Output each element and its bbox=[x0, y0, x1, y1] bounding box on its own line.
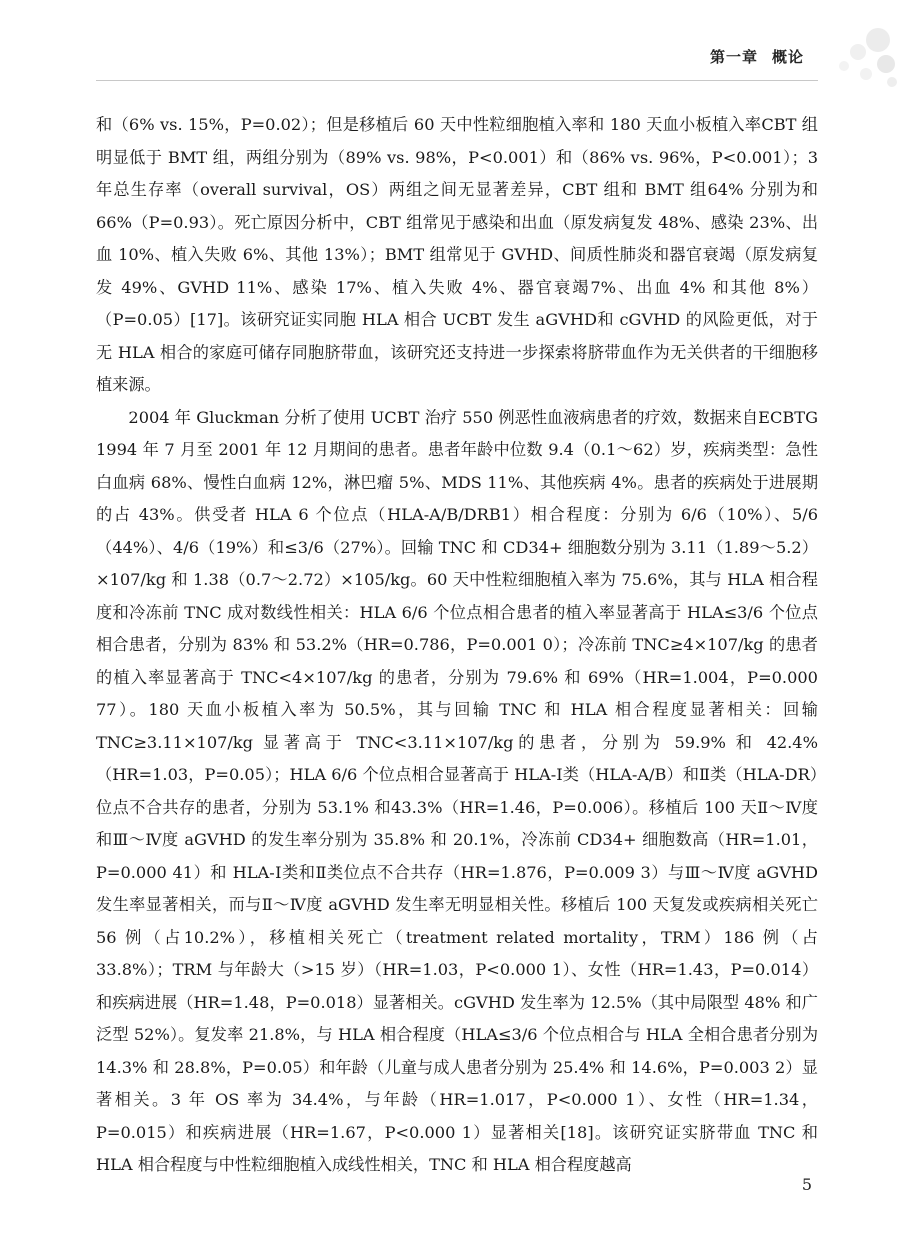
text-line: 步探索将脐带血作为无关供者的干细胞移植来源。 bbox=[96, 342, 818, 394]
text-line: ECBTG 1994 年 7 月至 2001 年 12 月期间的患者。患者年龄中位数 9.4（0.1～62）岁，疾 bbox=[96, 407, 818, 459]
header-rule bbox=[96, 80, 818, 81]
text-line: 0.001）；3 年总生存率（overall survival，OS）两组之间无显著差异，CBT 组和 BMT 组 bbox=[96, 147, 818, 199]
text-line: P=0.003 2）显著相关。3 年 OS 率为 34.4%，与年龄（HR=1.017，P<0.000 1）、女性 bbox=[96, 1057, 818, 1109]
text-line: 分别为 79.6% 和 69%（HR=1.004，P=0.000 77）。180 天血小板植入率为 50.5%，其与 bbox=[96, 667, 818, 719]
text-line: （HR=1.48，P=0.018）显著相关。cGVHD 发生率为 12.5%（其中局限型 48% 和广泛 bbox=[96, 992, 818, 1044]
text-line: 者分别为 14.3% 和 28.8%，P=0.05）和年龄（儿童与成人患者分别为 25.4% 和 14.6%， bbox=[96, 1025, 819, 1077]
text-line: P=0.001 0）；冷冻前 TNC≥4×107/kg 的患者的植入率显著高于 TNC<4×107/kg 的患者， bbox=[96, 635, 818, 687]
text-line: （HR=1.34，P=0.015）和疾病进展（HR=1.67，P<0.000 1）显著相关[18]。该研究证实 bbox=[96, 1090, 818, 1142]
decorative-dots bbox=[820, 18, 900, 98]
text-line: 病类型：急性白血病 68%、慢性白血病 12%，淋巴瘤 5%、MDS 11%、其他疾病 4%。患 bbox=[96, 440, 818, 492]
text-line: 为 35.8% 和 20.1%，冷冻前 CD34+ 细胞数高（HR=1.01，P=0.000 41）和 HLA-Ⅰ类和 bbox=[96, 830, 818, 882]
text-line: 64% 分别为和 66%（P=0.93）。死亡原因分析中，CBT 组常见于感染和出血（原发病复 bbox=[96, 180, 818, 232]
text-line: 发 48%、感染 23%、出血 10%、植入失败 6%、其他 13%）；BMT 组常见于 GVHD、间质 bbox=[96, 212, 819, 264]
text-line: 分别为 3.11（1.89～5.2）×107/kg 和 1.38（0.7～2.72）×105/kg。60 天中性粒细胞植入 bbox=[96, 537, 818, 589]
text-line: 43.3%（HR=1.46，P=0.006）。移植后 100 天Ⅱ～Ⅳ度和Ⅲ～Ⅳ度 aGVHD 的发生率分别 bbox=[96, 797, 818, 849]
text-line: Ⅱ类位点不合共存（HR=1.876，P=0.009 3）与Ⅲ～Ⅳ度 aGVHD 发生率显著相关，而 bbox=[96, 862, 818, 914]
text-line: 7%、出血 4% 和其他 8%）（P=0.05）[17]。该研究证实同胞 HLA 相合 UCBT 发生 aGVHD bbox=[96, 277, 818, 329]
text-line: 脐带血 TNC 和 HLA 相合程度与中性粒细胞植入成线性相关，TNC 和 HLA 相合程度越高 bbox=[96, 1122, 818, 1174]
text-line: 者的疾病处于进展期的占 43%。供受者 HLA 6 个位点（HLA-A/B/DRB1）相合程度：分 bbox=[96, 472, 819, 524]
chapter-title: 概论 bbox=[771, 48, 804, 66]
page-number: 5 bbox=[801, 1175, 812, 1194]
text-line: 年龄大（>15 岁）（HR=1.03，P<0.000 1）、女性（HR=1.43，P=0.014）和疾病进展 bbox=[96, 960, 819, 1012]
text-line: 率为 75.6%，其与 HLA 相合程度和冷冻前 TNC 成对数线性相关：HLA 6/6 个位点相合 bbox=[96, 570, 818, 622]
text-line: 和（6% vs. 15%，P=0.02）；但是移植后 60 天中性粒细胞植入率和 180 天血小板植入率 bbox=[96, 115, 762, 134]
page-header bbox=[0, 0, 900, 100]
text-line: 型 52%）。复发率 21.8%，与 HLA 相合程度（HLA≤3/6 个位点相合与 HLA 全相合患 bbox=[112, 1025, 753, 1044]
text-line: 回输 TNC 和 HLA 相合程度显著相关：回输 TNC≥3.11×107/kg 显著高于 TNC<3.11×107/kg bbox=[96, 700, 818, 752]
chapter-heading bbox=[710, 46, 804, 67]
text-line: 2004 年 Gluckman 分析了使用 UCBT 治疗 550 例恶性血液病患者的疗效，数据来自 bbox=[128, 407, 759, 427]
text-line: 性肺炎和器官衰竭（原发病复发 49%、GVHD 11%、感染 17%、植入失败 4%、器官衰竭 bbox=[96, 245, 819, 297]
body-text bbox=[96, 109, 818, 1182]
text-line: 于 HLA-Ⅰ类（HLA-A/B）和Ⅱ类（HLA-DR）位点不合共存的患者，分别为 53.1% 和 bbox=[96, 765, 818, 817]
text-line: 10.2%），移植相关死亡（treatment related mortality，TRM）186 例（占 33.8%）；TRM 与 bbox=[96, 927, 818, 979]
paragraph-1 bbox=[96, 109, 818, 402]
text-line: 与Ⅱ～Ⅳ度 aGVHD 发生率无明显相关性。移植后 100 天复发或疾病相关死亡 56 例（占 bbox=[96, 895, 818, 947]
text-line: 的患者，分别为 59.9% 和 42.4%（HR=1.03，P=0.05）；HLA 6/6 个位点相合显著高 bbox=[96, 732, 818, 784]
paragraph-2 bbox=[96, 402, 818, 1182]
chapter-label: 第一章 bbox=[709, 48, 758, 66]
text-line: 别为 6/6（10%）、5/6（44%）、4/6（19%）和≤3/6（27%）。回输 TNC 和 CD34+ 细胞数 bbox=[96, 505, 818, 557]
text-line: CBT 组明显低于 BMT 组，两组分别为（89% vs. 98%，P<0.001）和（86% vs. 96%，P< bbox=[96, 115, 818, 167]
text-line: 患者的植入率显著高于 HLA≤3/6 个位点相合患者，分别为 83% 和 53.2%（HR=0.786， bbox=[96, 602, 818, 654]
text-line: 和 cGVHD 的风险更低，对于无 HLA 相合的家庭可储存同胞脐带血，该研究还支持进一 bbox=[96, 310, 818, 362]
